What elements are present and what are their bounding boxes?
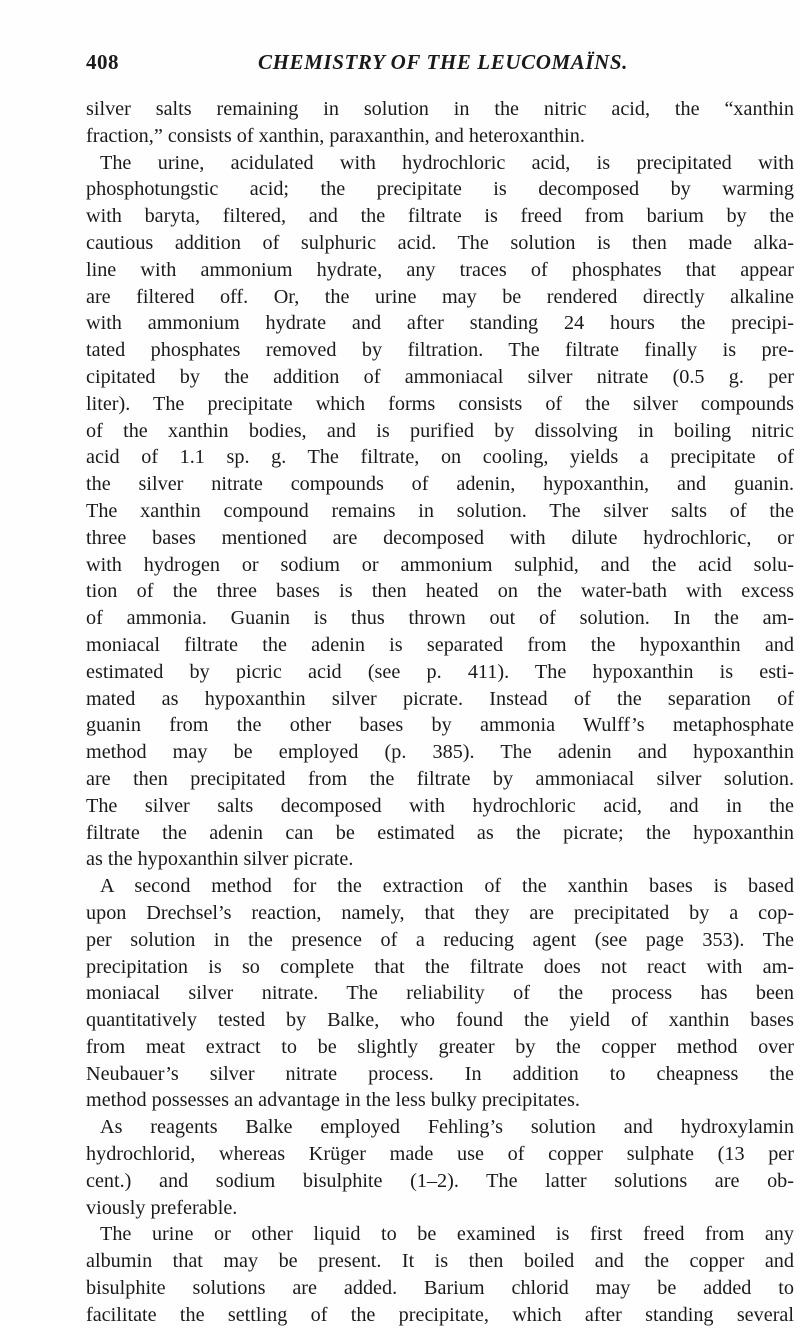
text-line: method may be employed (p. 385). The adenin and hypoxanthin: [86, 741, 794, 764]
text-line: As reagents Balke employed Fehling’s solution and hydroxylamin: [100, 1116, 794, 1139]
text-line: line with ammonium hydrate, any traces of phosphates that appear: [86, 258, 794, 281]
text-line: albumin that may be present. It is then boiled and the copper and: [86, 1250, 794, 1273]
text-line: guanin from the other bases by ammonia Wulff’s metaphosphate: [86, 714, 794, 737]
page-number: 408: [86, 50, 119, 74]
text-line: from meat extract to be slightly greater by the copper method over: [86, 1035, 794, 1058]
text-line: with hydrogen or sodium or ammonium sulphid, and the acid solu-: [86, 553, 794, 576]
text-line: silver salts remaining in solution in the nitric acid, the “xanthin: [86, 98, 794, 120]
text-line: phosphotungstic acid; the precipitate is decomposed by warming: [86, 178, 794, 201]
text-line: estimated by picric acid (see p. 411). The hypoxanthin is esti-: [86, 660, 794, 683]
text-line: bisulphite solutions are added. Barium chlorid may be added to: [86, 1277, 794, 1300]
text-line: of ammonia. Guanin is thus thrown out of solution. In the am-: [86, 607, 794, 630]
text-line: quantitatively tested by Balke, who found the yield of xanthin bases: [86, 1009, 794, 1032]
text-line: of the xanthin bodies, and is purified by dissolving in boiling nitric: [86, 419, 794, 442]
text-line: cipitated by the addition of ammoniacal silver nitrate (0.5 g. per: [86, 365, 794, 388]
text-line: filtrate the adenin can be estimated as the picrate; the hypoxanthin: [86, 821, 794, 844]
text-line: three bases mentioned are decomposed with dilute hydrochloric, or: [86, 526, 794, 549]
text-line: facilitate the settling of the precipitate, which after standing several: [86, 1303, 794, 1326]
text-line: precipitation is so complete that the filtrate does not react with am-: [86, 955, 794, 978]
text-line: as the hypoxanthin silver picrate.: [86, 848, 354, 871]
text-line: liter). The precipitate which forms consists of the silver compounds: [86, 392, 794, 415]
text-line: are filtered off. Or, the urine may be rendered directly alkaline: [86, 285, 794, 308]
text-line: with ammonium hydrate and after standing 24 hours the precipi-: [86, 312, 794, 335]
text-line: A second method for the extraction of the xanthin bases is based: [100, 875, 794, 898]
text-line: tion of the three bases is then heated on the water-bath with excess: [86, 580, 794, 603]
text-line: fraction,” consists of xanthin, paraxanthin, and heteroxanthin.: [86, 124, 585, 147]
page-header: [86, 50, 794, 80]
text-line: Neubauer’s silver nitrate process. In addition to cheapness the: [86, 1062, 794, 1085]
text-line: cent.) and sodium bisulphite (1–2). The latter solutions are ob-: [86, 1169, 794, 1192]
text-line: mated as hypoxanthin silver picrate. Instead of the separation of: [86, 687, 794, 710]
text-line: viously preferable.: [86, 1196, 238, 1219]
text-line: tated phosphates removed by filtration. The filtrate finally is pre-: [86, 339, 794, 362]
text-line: acid of 1.1 sp. g. The filtrate, on cooling, yields a precipitate of: [86, 446, 794, 469]
body-text: [86, 96, 794, 1329]
text-line: The urine or other liquid to be examined is first freed from any: [100, 1223, 794, 1246]
text-line: hydrochlorid, whereas Krüger made use of copper sulphate (13 per: [86, 1143, 794, 1166]
text-line: with baryta, filtered, and the filtrate is freed from barium by the: [86, 205, 794, 228]
text-line: upon Drechsel’s reaction, namely, that they are precipitated by a cop-: [86, 901, 794, 924]
text-line: cautious addition of sulphuric acid. The solution is then made alka-: [86, 231, 794, 254]
text-line: The silver salts decomposed with hydrochloric acid, and in the: [86, 794, 794, 817]
running-title: CHEMISTRY OF THE LEUCOMAÏNS.: [258, 50, 629, 74]
text-line: per solution in the presence of a reducing agent (see page 353). The: [86, 928, 794, 951]
text-line: The xanthin compound remains in solution. The silver salts of the: [86, 499, 794, 522]
text-line: are then precipitated from the filtrate by ammoniacal silver solution.: [86, 767, 794, 790]
text-line: the silver nitrate compounds of adenin, hypoxanthin, and guanin.: [86, 473, 794, 496]
text-line: moniacal silver nitrate. The reliability of the process has been: [86, 982, 794, 1005]
text-line: moniacal filtrate the adenin is separated from the hypoxanthin and: [86, 633, 794, 656]
text-line: method possesses an advantage in the less bulky precipitates.: [86, 1089, 580, 1112]
text-line: The urine, acidulated with hydrochloric acid, is precipitated with: [100, 151, 794, 174]
